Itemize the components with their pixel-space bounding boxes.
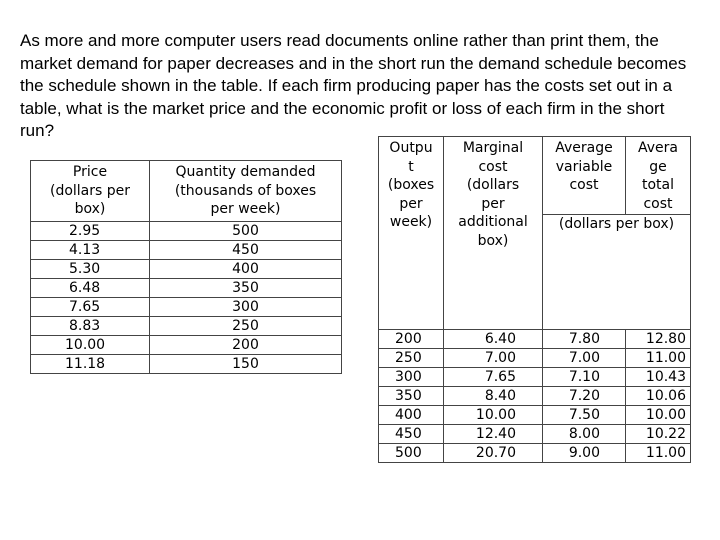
- marginal-cost-cell: 10.00: [444, 406, 543, 425]
- price-header: [31, 161, 150, 222]
- atc-cell: 11.00: [626, 444, 691, 463]
- table-row: [379, 368, 691, 387]
- quantity-cell: 350: [150, 279, 342, 298]
- avc-cell: 8.00: [543, 425, 626, 444]
- avc-header-line: Average: [555, 140, 613, 156]
- table-row: [31, 222, 342, 241]
- quantity-header-line: Quantity demanded: [175, 164, 316, 180]
- avc-cell: 7.50: [543, 406, 626, 425]
- atc-cell: 10.00: [626, 406, 691, 425]
- quantity-header-line: per week): [210, 201, 281, 217]
- output-header-line: Outpu: [389, 140, 433, 156]
- units-label: (dollars per box): [543, 214, 691, 329]
- marginal-cost-header-line: box): [477, 232, 509, 249]
- output-cell: 500: [379, 444, 444, 463]
- atc-cell: 11.00: [626, 349, 691, 368]
- quantity-cell: 200: [150, 336, 342, 355]
- atc-header: [626, 137, 691, 215]
- avc-cell: 7.10: [543, 368, 626, 387]
- table-row: [31, 279, 342, 298]
- cost-schedule-table: [378, 136, 691, 463]
- demand-schedule-table: [30, 160, 342, 374]
- table-row: [31, 317, 342, 336]
- quantity-cell: 400: [150, 260, 342, 279]
- price-header-line: (dollars per: [49, 182, 131, 199]
- table-row: [379, 406, 691, 425]
- table-row: [31, 355, 342, 374]
- marginal-cost-header-line: cost: [478, 158, 508, 175]
- marginal-cost-cell: 7.00: [444, 349, 543, 368]
- marginal-cost-header-line: (dollars: [466, 177, 520, 193]
- avc-header-line: variable: [555, 158, 613, 175]
- table-row: [31, 298, 342, 317]
- output-cell: 200: [379, 330, 444, 349]
- atc-header-line: cost: [643, 195, 673, 212]
- table-row: [31, 241, 342, 260]
- output-cell: 400: [379, 406, 444, 425]
- marginal-cost-header-line: per: [481, 195, 505, 212]
- marginal-cost-cell: 8.40: [444, 387, 543, 406]
- price-cell: 7.65: [31, 298, 150, 317]
- avc-cell: 7.20: [543, 387, 626, 406]
- table-row: [31, 260, 342, 279]
- quantity-cell: 150: [150, 355, 342, 374]
- table-row: [379, 444, 691, 463]
- price-cell: 8.83: [31, 317, 150, 336]
- marginal-cost-cell: 12.40: [444, 425, 543, 444]
- marginal-cost-header: [444, 137, 543, 330]
- table-row: [379, 387, 691, 406]
- quantity-cell: 250: [150, 317, 342, 336]
- table-row: [379, 330, 691, 349]
- quantity-header: [150, 161, 342, 222]
- output-header-line: t: [408, 158, 414, 175]
- price-cell: 10.00: [31, 336, 150, 355]
- price-cell: 5.30: [31, 260, 150, 279]
- marginal-cost-header-line: Marginal: [462, 140, 524, 156]
- price-cell: 6.48: [31, 279, 150, 298]
- atc-header-line: total: [641, 177, 674, 193]
- atc-cell: 12.80: [626, 330, 691, 349]
- marginal-cost-cell: 7.65: [444, 368, 543, 387]
- cost-table-header-row: [379, 137, 691, 215]
- output-header: [379, 137, 444, 330]
- output-header-line: per: [399, 195, 423, 212]
- atc-header-line: ge: [649, 158, 667, 175]
- price-header-line: box): [74, 201, 106, 217]
- demand-table-header-row: [31, 161, 342, 222]
- output-cell: 350: [379, 387, 444, 406]
- output-header-line: week): [389, 214, 433, 230]
- question-text: As more and more computer users read documents online rather than print them, the market demand for paper decreases and in the short run the demand schedule becomes the schedule shown in the table. If each firm producing paper has the costs set out in a table, what is the market price and the economic profit or loss of each firm in the short run?: [20, 31, 687, 140]
- quantity-header-line: (thousands of boxes: [174, 182, 317, 199]
- marginal-cost-header-line: additional: [458, 214, 528, 230]
- avc-header: [543, 137, 626, 215]
- avc-cell: 7.00: [543, 349, 626, 368]
- output-header-line: (boxes: [387, 177, 435, 193]
- output-cell: 250: [379, 349, 444, 368]
- avc-cell: 9.00: [543, 444, 626, 463]
- atc-cell: 10.22: [626, 425, 691, 444]
- quantity-cell: 450: [150, 241, 342, 260]
- atc-cell: 10.06: [626, 387, 691, 406]
- table-row: [31, 336, 342, 355]
- price-cell: 4.13: [31, 241, 150, 260]
- atc-cell: 10.43: [626, 368, 691, 387]
- quantity-cell: 300: [150, 298, 342, 317]
- table-row: [379, 349, 691, 368]
- atc-header-line: Avera: [638, 140, 678, 156]
- output-cell: 300: [379, 368, 444, 387]
- price-cell: 11.18: [31, 355, 150, 374]
- price-header-line: Price: [72, 164, 108, 180]
- output-cell: 450: [379, 425, 444, 444]
- quantity-cell: 500: [150, 222, 342, 241]
- table-row: [379, 425, 691, 444]
- price-cell: 2.95: [31, 222, 150, 241]
- avc-header-line: cost: [569, 177, 599, 193]
- marginal-cost-cell: 6.40: [444, 330, 543, 349]
- marginal-cost-cell: 20.70: [444, 444, 543, 463]
- avc-cell: 7.80: [543, 330, 626, 349]
